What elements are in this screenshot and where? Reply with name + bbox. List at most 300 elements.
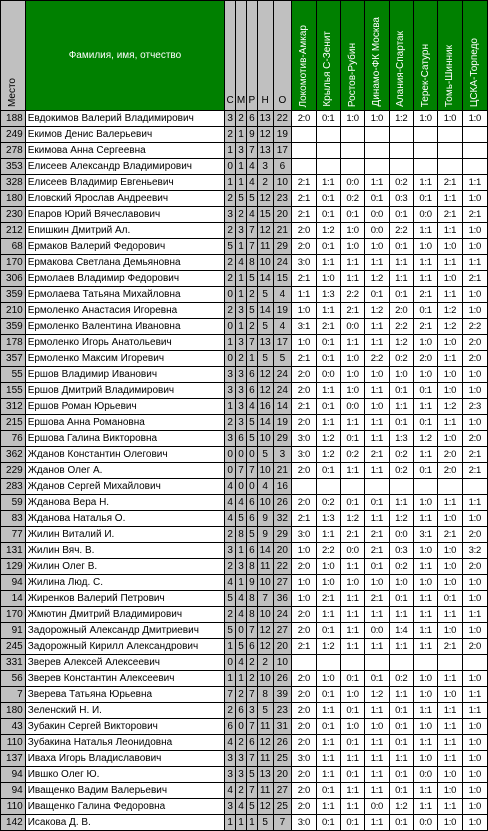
header-match-1: Локомотив-Амкар — [292, 1, 316, 111]
prediction-cell — [438, 127, 462, 143]
prediction-cell: 1:1 — [462, 255, 487, 271]
stat-cell: 8 — [246, 255, 257, 271]
place-cell: 312 — [1, 399, 26, 415]
stat-cell: 3 — [225, 767, 236, 783]
stat-cell: 7 — [225, 687, 236, 703]
stat-cell: 31 — [273, 719, 292, 735]
prediction-cell: 0:2 — [389, 175, 413, 191]
stat-cell: 15 — [273, 271, 292, 287]
prediction-cell: 0:1 — [316, 335, 340, 351]
prediction-cell: 0:1 — [340, 703, 364, 719]
prediction-cell: 0:1 — [316, 191, 340, 207]
header-match-5: Алания-Спартак — [389, 1, 413, 111]
prediction-cell: 1:1 — [316, 527, 340, 543]
prediction-cell: 0:0 — [316, 367, 340, 383]
prediction-cell: 1:1 — [413, 591, 437, 607]
prediction-cell — [292, 127, 316, 143]
prediction-cell: 1:0 — [340, 223, 364, 239]
stat-cell: 13 — [257, 767, 273, 783]
prediction-cell: 1:0 — [365, 399, 389, 415]
name-cell: Ершова Анна Романовна — [25, 415, 225, 431]
stat-cell: 3 — [236, 335, 247, 351]
prediction-cell: 1:0 — [365, 239, 389, 255]
prediction-cell: 1:1 — [462, 175, 487, 191]
place-cell: 359 — [1, 319, 26, 335]
stat-cell: 6 — [225, 719, 236, 735]
stat-cell: 1 — [236, 127, 247, 143]
stat-cell: 1 — [225, 335, 236, 351]
place-cell: 129 — [1, 559, 26, 575]
stat-cell: 32 — [273, 511, 292, 527]
prediction-cell: 1:2 — [365, 303, 389, 319]
prediction-cell: 1:1 — [316, 303, 340, 319]
prediction-cell: 1:0 — [413, 543, 437, 559]
prediction-cell: 1:0 — [413, 719, 437, 735]
prediction-cell: 1:1 — [389, 639, 413, 655]
place-cell: 83 — [1, 511, 26, 527]
prediction-cell: 1:1 — [316, 735, 340, 751]
prediction-cell — [292, 655, 316, 671]
stat-cell: 12 — [257, 127, 273, 143]
prediction-cell: 1:1 — [365, 703, 389, 719]
prediction-cell: 1:0 — [413, 751, 437, 767]
stat-cell: 2 — [225, 271, 236, 287]
prediction-cell: 1:0 — [462, 783, 487, 799]
prediction-cell: 2:0 — [438, 447, 462, 463]
stat-cell: 29 — [273, 527, 292, 543]
stat-cell: 5 — [246, 303, 257, 319]
prediction-cell: 1:1 — [438, 735, 462, 751]
prediction-cell: 1:0 — [438, 559, 462, 575]
prediction-cell: 2:0 — [462, 431, 487, 447]
prediction-cell: 0:0 — [340, 319, 364, 335]
place-cell: 59 — [1, 495, 26, 511]
prediction-cell: 1:2 — [438, 319, 462, 335]
stat-cell: 24 — [273, 607, 292, 623]
stat-cell: 39 — [273, 687, 292, 703]
name-cell: Ермолаева Татьяна Михайловна — [25, 287, 225, 303]
prediction-cell: 1:1 — [462, 687, 487, 703]
table-row — [1, 111, 488, 127]
stat-cell: 2 — [236, 687, 247, 703]
prediction-cell: 0:2 — [389, 559, 413, 575]
stat-cell: 0 — [236, 719, 247, 735]
stat-cell: 2 — [225, 559, 236, 575]
prediction-cell: 2:1 — [365, 527, 389, 543]
prediction-cell: 1:0 — [438, 431, 462, 447]
prediction-cell — [340, 655, 364, 671]
prediction-cell: 0:0 — [365, 623, 389, 639]
stat-cell: 2 — [225, 527, 236, 543]
name-cell: Елисеев Александр Владимирович — [25, 159, 225, 175]
prediction-cell: 1:1 — [413, 399, 437, 415]
table-row — [1, 447, 488, 463]
prediction-cell: 0:1 — [365, 191, 389, 207]
prediction-cell: 0:0 — [413, 767, 437, 783]
prediction-cell: 1:1 — [316, 415, 340, 431]
stat-cell: 2 — [246, 655, 257, 671]
prediction-cell: 1:0 — [292, 335, 316, 351]
stat-cell: 4 — [225, 575, 236, 591]
prediction-cell: 2:1 — [462, 463, 487, 479]
stat-cell: 3 — [236, 559, 247, 575]
stat-cell: 1 — [236, 319, 247, 335]
place-cell: 249 — [1, 127, 26, 143]
prediction-cell: 0:1 — [389, 815, 413, 831]
prediction-cell: 1:1 — [438, 719, 462, 735]
stat-cell: 7 — [246, 239, 257, 255]
stat-cell: 9 — [246, 575, 257, 591]
prediction-cell: 1:1 — [413, 255, 437, 271]
stat-cell: 3 — [257, 159, 273, 175]
prediction-cell: 1:2 — [389, 799, 413, 815]
prediction-cell: 1:0 — [462, 303, 487, 319]
prediction-cell: 1:1 — [365, 463, 389, 479]
prediction-cell: 0:0 — [365, 799, 389, 815]
stat-cell: 5 — [246, 527, 257, 543]
stat-cell: 7 — [246, 687, 257, 703]
stat-cell: 3 — [225, 207, 236, 223]
place-cell: 283 — [1, 479, 26, 495]
prediction-cell: 1:1 — [462, 703, 487, 719]
prediction-cell: 2:0 — [292, 495, 316, 511]
prediction-cell: 0:1 — [389, 735, 413, 751]
prediction-cell: 1:1 — [316, 767, 340, 783]
stat-cell: 7 — [246, 751, 257, 767]
prediction-cell — [413, 127, 437, 143]
stat-cell: 9 — [246, 127, 257, 143]
prediction-cell — [389, 143, 413, 159]
prediction-cell: 1:0 — [340, 575, 364, 591]
place-cell: 331 — [1, 655, 26, 671]
stat-cell: 4 — [236, 495, 247, 511]
results-body — [1, 111, 488, 831]
stat-cell: 7 — [246, 463, 257, 479]
stat-cell: 2 — [236, 735, 247, 751]
prediction-cell: 1:1 — [413, 623, 437, 639]
name-cell: Жилина Люд. С. — [25, 575, 225, 591]
prediction-cell: 2:1 — [340, 527, 364, 543]
prediction-cell: 1:1 — [413, 703, 437, 719]
prediction-cell: 1:1 — [340, 623, 364, 639]
stat-cell: 2 — [236, 207, 247, 223]
place-cell: 306 — [1, 271, 26, 287]
prediction-cell: 2:0 — [462, 639, 487, 655]
prediction-cell — [365, 655, 389, 671]
place-cell: 7 — [1, 687, 26, 703]
stat-cell: 3 — [236, 143, 247, 159]
prediction-cell: 1:2 — [413, 431, 437, 447]
prediction-cell: 1:0 — [462, 111, 487, 127]
prediction-cell: 1:1 — [389, 607, 413, 623]
prediction-cell: 1:3 — [389, 431, 413, 447]
stat-cell: 10 — [273, 655, 292, 671]
prediction-cell: 1:0 — [438, 543, 462, 559]
prediction-cell — [413, 159, 437, 175]
prediction-cell: 2:1 — [365, 591, 389, 607]
stat-cell: 9 — [257, 527, 273, 543]
place-cell: 359 — [1, 287, 26, 303]
prediction-cell: 1:2 — [438, 303, 462, 319]
prediction-cell: 0:0 — [365, 207, 389, 223]
table-row — [1, 367, 488, 383]
prediction-cell: 1:1 — [365, 255, 389, 271]
stat-cell: 10 — [257, 255, 273, 271]
prediction-cell: 1:0 — [462, 623, 487, 639]
table-row — [1, 767, 488, 783]
prediction-cell: 1:0 — [462, 815, 487, 831]
stat-cell: 9 — [257, 511, 273, 527]
stat-cell: 1 — [236, 287, 247, 303]
header-row — [1, 1, 488, 111]
prediction-cell: 1:1 — [340, 607, 364, 623]
name-cell: Жилин Олег В. — [25, 559, 225, 575]
prediction-cell: 1:0 — [413, 335, 437, 351]
prediction-cell: 1:1 — [389, 687, 413, 703]
stat-cell: 6 — [246, 735, 257, 751]
table-row — [1, 191, 488, 207]
prediction-cell: 1:1 — [413, 559, 437, 575]
prediction-cell: 2:1 — [438, 639, 462, 655]
prediction-cell: 0:3 — [389, 543, 413, 559]
table-row — [1, 511, 488, 527]
stat-cell: 0 — [225, 351, 236, 367]
prediction-cell: 1:0 — [438, 271, 462, 287]
stat-cell: 1 — [246, 815, 257, 831]
prediction-cell: 0:0 — [340, 175, 364, 191]
table-row — [1, 575, 488, 591]
name-cell: Евдокимов Валерий Владимирович — [25, 111, 225, 127]
prediction-cell: 1:0 — [462, 671, 487, 687]
prediction-cell: 0:1 — [340, 767, 364, 783]
prediction-cell: 1:1 — [365, 175, 389, 191]
stat-cell: 21 — [273, 223, 292, 239]
prediction-cell: 0:0 — [340, 543, 364, 559]
place-cell: 229 — [1, 463, 26, 479]
place-cell: 357 — [1, 351, 26, 367]
name-cell: Зверева Татьяна Юрьевна — [25, 687, 225, 703]
prediction-cell: 1:0 — [438, 687, 462, 703]
prediction-cell: 0:2 — [340, 191, 364, 207]
prediction-cell: 0:0 — [413, 207, 437, 223]
prediction-cell: 2:2 — [365, 351, 389, 367]
place-cell: 170 — [1, 607, 26, 623]
prediction-cell: 1:0 — [438, 335, 462, 351]
table-row — [1, 239, 488, 255]
stat-cell: 1 — [236, 671, 247, 687]
stat-cell: 14 — [273, 399, 292, 415]
prediction-cell: 1:0 — [389, 367, 413, 383]
prediction-cell: 1:0 — [340, 351, 364, 367]
prediction-cell: 1:1 — [340, 799, 364, 815]
prediction-cell: 1:2 — [316, 223, 340, 239]
prediction-cell: 1:1 — [438, 751, 462, 767]
prediction-cell: 0:1 — [413, 191, 437, 207]
stat-cell: 7 — [257, 591, 273, 607]
prediction-cell — [365, 143, 389, 159]
prediction-cell: 2:2 — [389, 319, 413, 335]
prediction-cell: 1:1 — [413, 175, 437, 191]
prediction-cell: 1:2 — [389, 511, 413, 527]
stat-cell: 6 — [246, 495, 257, 511]
name-cell: Екимов Денис Валерьевич — [25, 127, 225, 143]
prediction-cell: 0:1 — [438, 591, 462, 607]
place-cell: 278 — [1, 143, 26, 159]
prediction-cell: 1:0 — [340, 367, 364, 383]
stat-cell: 20 — [273, 639, 292, 655]
stat-cell: 0 — [225, 319, 236, 335]
stat-cell: 20 — [273, 543, 292, 559]
prediction-cell: 0:0 — [365, 223, 389, 239]
stat-cell: 3 — [225, 383, 236, 399]
prediction-cell — [365, 159, 389, 175]
prediction-cell: 1:0 — [462, 719, 487, 735]
prediction-cell: 1:0 — [462, 575, 487, 591]
place-cell: 212 — [1, 223, 26, 239]
stat-cell: 4 — [246, 207, 257, 223]
name-cell: Зубакина Наталья Леонидовна — [25, 735, 225, 751]
prediction-cell: 2:1 — [292, 207, 316, 223]
prediction-cell: 1:0 — [340, 111, 364, 127]
stat-cell: 29 — [273, 239, 292, 255]
name-cell: Ермакова Светлана Демьяновна — [25, 255, 225, 271]
place-cell: 56 — [1, 671, 26, 687]
prediction-cell: 0:1 — [389, 207, 413, 223]
prediction-cell: 0:0 — [389, 527, 413, 543]
table-row — [1, 559, 488, 575]
stat-cell: 7 — [236, 463, 247, 479]
prediction-cell: 2:2 — [316, 543, 340, 559]
stat-cell: 6 — [246, 511, 257, 527]
stat-cell: 2 — [225, 255, 236, 271]
place-cell: 76 — [1, 431, 26, 447]
stat-cell: 12 — [257, 639, 273, 655]
stat-cell: 11 — [257, 783, 273, 799]
prediction-cell: 0:1 — [389, 239, 413, 255]
stat-cell: 25 — [273, 799, 292, 815]
prediction-cell: 2:1 — [292, 399, 316, 415]
prediction-cell: 0:1 — [340, 207, 364, 223]
prediction-cell: 1:3 — [316, 287, 340, 303]
stat-cell: 16 — [257, 399, 273, 415]
stat-cell: 27 — [273, 575, 292, 591]
prediction-cell: 1:0 — [462, 415, 487, 431]
prediction-cell: 1:1 — [389, 399, 413, 415]
stat-cell: 0 — [246, 447, 257, 463]
stat-cell: 13 — [257, 335, 273, 351]
table-row — [1, 207, 488, 223]
place-cell: 362 — [1, 447, 26, 463]
prediction-cell — [438, 159, 462, 175]
prediction-cell: 2:1 — [292, 175, 316, 191]
table-row — [1, 655, 488, 671]
place-cell: 210 — [1, 303, 26, 319]
prediction-cell: 2:0 — [292, 367, 316, 383]
name-cell: Екимова Анна Сергеевна — [25, 143, 225, 159]
stat-cell: 24 — [273, 255, 292, 271]
stat-cell: 4 — [236, 607, 247, 623]
name-cell: Епишкин Дмитрий Ал. — [25, 223, 225, 239]
place-cell: 353 — [1, 159, 26, 175]
prediction-cell: 1:1 — [438, 495, 462, 511]
stat-cell: 14 — [257, 271, 273, 287]
name-cell: Ершов Дмитрий Владимирович — [25, 383, 225, 399]
prediction-cell: 1:1 — [316, 175, 340, 191]
stat-cell: 25 — [273, 751, 292, 767]
prediction-cell: 1:0 — [365, 575, 389, 591]
prediction-cell: 0:1 — [413, 415, 437, 431]
prediction-cell: 1:1 — [365, 335, 389, 351]
name-cell: Иващенко Галина Федоровна — [25, 799, 225, 815]
prediction-cell: 1:0 — [438, 239, 462, 255]
prediction-cell — [462, 479, 487, 495]
stat-cell: 3 — [236, 399, 247, 415]
stat-cell: 15 — [257, 207, 273, 223]
place-cell: 215 — [1, 415, 26, 431]
stat-cell: 7 — [246, 623, 257, 639]
prediction-cell: 2:1 — [316, 591, 340, 607]
prediction-cell: 1:1 — [413, 447, 437, 463]
name-cell: Жмютин Дмитрий Владимирович — [25, 607, 225, 623]
prediction-cell — [413, 143, 437, 159]
prediction-cell: 0:1 — [340, 671, 364, 687]
prediction-cell: 0:1 — [316, 463, 340, 479]
stat-cell: 6 — [236, 703, 247, 719]
name-cell: Ершова Галина Викторовна — [25, 431, 225, 447]
table-row — [1, 223, 488, 239]
stat-cell: 22 — [273, 559, 292, 575]
stat-cell: 4 — [273, 287, 292, 303]
stat-cell: 19 — [273, 415, 292, 431]
stat-cell: 1 — [236, 271, 247, 287]
stat-cell: 10 — [257, 671, 273, 687]
header-match-7: Томь-Шинник — [438, 1, 462, 111]
prediction-cell: 1:0 — [438, 575, 462, 591]
stat-cell: 1 — [236, 239, 247, 255]
prediction-cell: 2:1 — [413, 287, 437, 303]
prediction-cell: 0:1 — [365, 671, 389, 687]
stat-cell: 21 — [273, 463, 292, 479]
prediction-cell: 0:2 — [340, 447, 364, 463]
prediction-cell: 0:2 — [389, 671, 413, 687]
name-cell: Исакова Д. В. — [25, 815, 225, 831]
table-row — [1, 175, 488, 191]
place-cell: 155 — [1, 383, 26, 399]
prediction-cell: 0:1 — [316, 719, 340, 735]
prediction-cell — [340, 159, 364, 175]
stat-cell: 11 — [257, 751, 273, 767]
stat-cell: 12 — [257, 367, 273, 383]
prediction-cell — [316, 127, 340, 143]
stat-cell: 0 — [225, 655, 236, 671]
table-row — [1, 479, 488, 495]
prediction-cell: 2:2 — [462, 319, 487, 335]
stat-cell: 3 — [236, 223, 247, 239]
name-cell: Зверев Константин Алексеевич — [25, 671, 225, 687]
stat-cell: 2 — [236, 783, 247, 799]
header-match-3: Ростов-Рубин — [340, 1, 364, 111]
stat-cell: 5 — [246, 415, 257, 431]
prediction-cell: 1:0 — [462, 511, 487, 527]
stat-cell: 16 — [273, 479, 292, 495]
stat-cell: 1 — [236, 543, 247, 559]
place-cell: 180 — [1, 191, 26, 207]
table-row — [1, 159, 488, 175]
prediction-cell: 1:1 — [292, 287, 316, 303]
prediction-cell: 1:1 — [365, 735, 389, 751]
stat-cell: 3 — [236, 303, 247, 319]
table-row — [1, 143, 488, 159]
